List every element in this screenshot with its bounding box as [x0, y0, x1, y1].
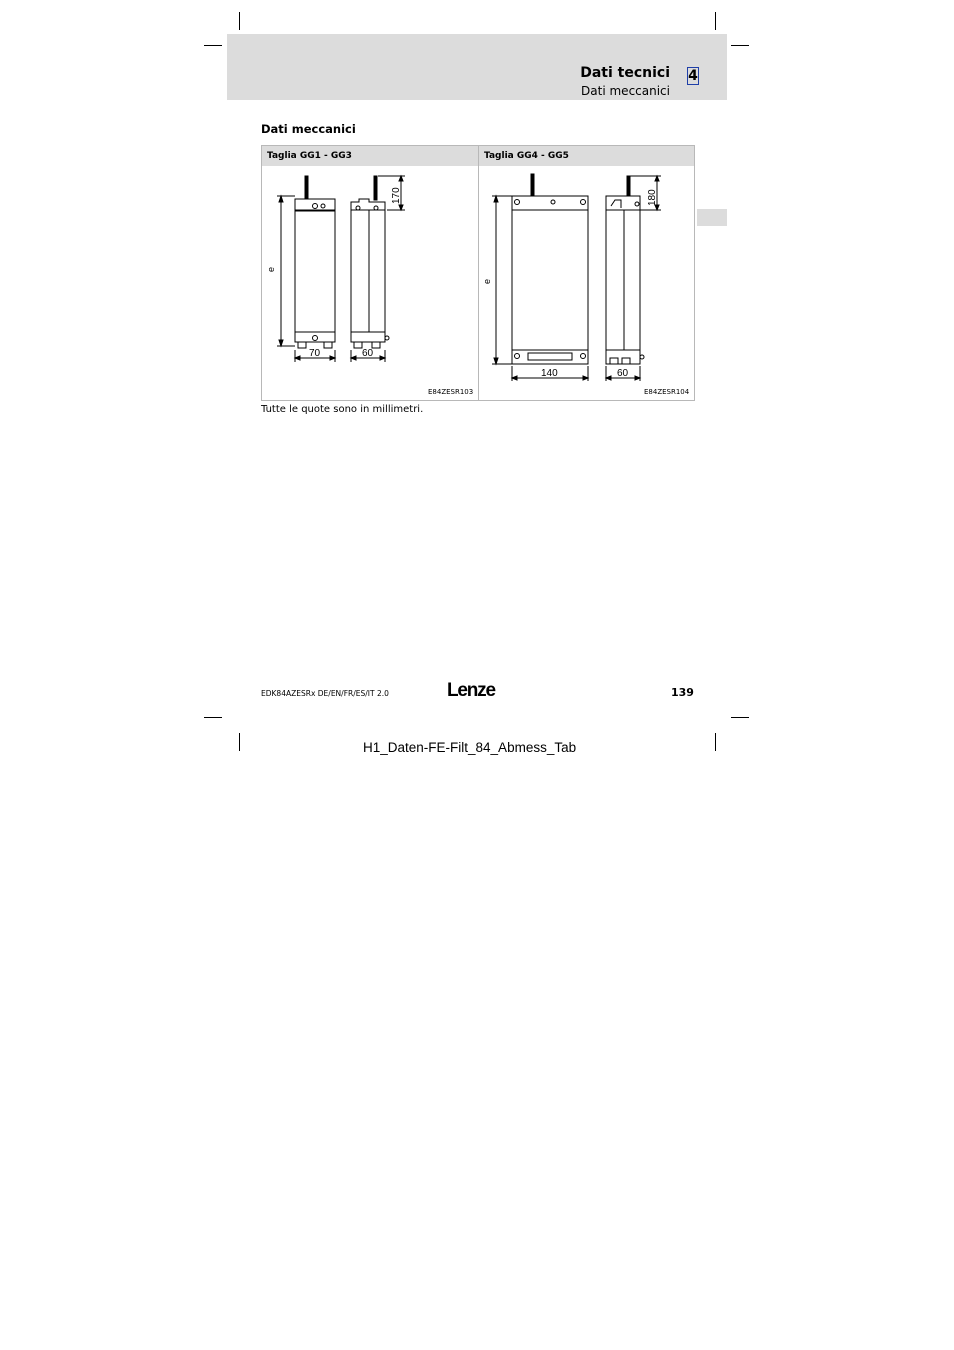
cable: [305, 176, 308, 199]
cable: [627, 176, 630, 196]
dimension-label: 60: [362, 348, 374, 359]
dimension-label: 60: [617, 368, 629, 379]
terminal-icon: [515, 354, 520, 359]
cable: [531, 174, 534, 196]
cable: [374, 176, 377, 200]
terminal-icon: [581, 200, 586, 205]
crop-mark: [239, 733, 240, 751]
chapter-number[interactable]: 4: [688, 68, 698, 84]
section-title: Dati meccanici: [261, 122, 356, 136]
crop-mark: [715, 733, 716, 751]
filter-front-top-flange: [295, 199, 335, 211]
dimension-label: 180: [647, 189, 658, 206]
units-note: Tutte le quote sono in millimetri.: [261, 404, 424, 415]
crop-mark: [204, 717, 222, 718]
filter-front-body: [512, 210, 588, 350]
filter-front-bottom-flange: [512, 350, 588, 364]
filter-side-body: [351, 210, 385, 332]
terminal-icon: [313, 336, 318, 341]
dimension-label: 140: [541, 368, 558, 379]
dimension-drawing-gg4-gg5: [479, 166, 694, 388]
figure-code: E84ZESR103: [428, 388, 474, 396]
terminal-icon: [581, 354, 586, 359]
terminal-icon: [551, 200, 555, 204]
lenze-logo: Lenze: [447, 680, 495, 701]
side-tab: [697, 209, 727, 226]
crop-mark: [731, 45, 749, 46]
terminal-icon: [321, 204, 325, 208]
filter-front-body: [295, 210, 335, 332]
figure-table: [261, 145, 695, 401]
figure-code: E84ZESR104: [644, 388, 690, 396]
crop-mark: [204, 45, 222, 46]
filter-front-top-flange: [512, 196, 588, 210]
header-band: [227, 34, 727, 100]
dimension-label: 170: [391, 187, 402, 204]
file-label: H1_Daten-FE-Filt_84_Abmess_Tab: [363, 740, 577, 755]
crop-mark: [731, 717, 749, 718]
document-code: EDK84AZESRx DE/EN/FR/ES/IT 2.0: [261, 689, 389, 698]
crop-mark: [715, 12, 716, 30]
column-heading: Taglia GG1 - GG3: [262, 146, 478, 166]
terminal-icon: [313, 204, 318, 209]
filter-side-body: [606, 210, 640, 350]
crop-mark: [239, 12, 240, 30]
terminal-icon: [515, 200, 520, 205]
chapter-subtitle: Dati meccanici: [581, 84, 670, 98]
column-heading: Taglia GG4 - GG5: [479, 146, 694, 166]
dimension-label: 70: [309, 348, 321, 359]
chapter-title: Dati tecnici: [580, 65, 670, 81]
dimension-label: e: [482, 278, 492, 284]
dimension-label: e: [266, 266, 276, 272]
page-number: 139: [671, 686, 694, 699]
dimension-drawing-gg1-gg3: [262, 166, 478, 388]
